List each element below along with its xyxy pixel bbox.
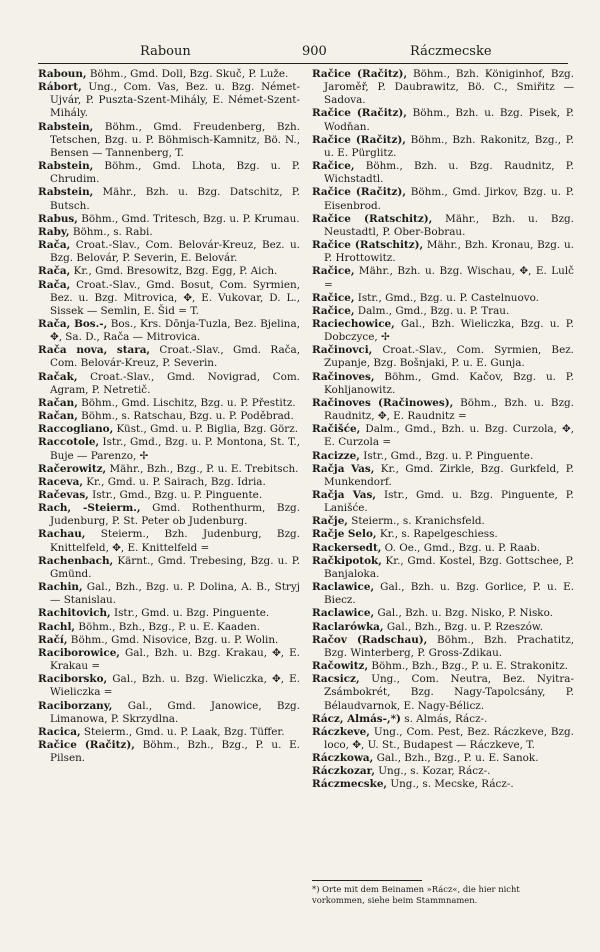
entry-text: Kr., Gmd. Zirkle, Bzg. Gurkfeld, P. Munkendorf. (324, 462, 574, 488)
entry-headword: Račice, (312, 304, 355, 317)
entry-text: Gal., Bzh. u. Bzg. Nisko, P. Nisko. (374, 607, 553, 620)
entry-text: Istr., Gmd. u. Bzg. Pinguente, P. Lanišće. (324, 489, 574, 515)
gazetteer-entry (38, 528, 300, 554)
gazetteer-entry (38, 463, 300, 476)
entry-text: Croat.-Slav., Com. Belovár-Kreuz, Bez. u. Bzg. Belovár, P. Severin, E. Belovár. (50, 239, 300, 265)
entry-headword: Račak, (38, 370, 78, 383)
entry-headword: Račerowitz, (38, 462, 107, 475)
gazetteer-entry (312, 68, 574, 107)
entry-text: Böhm., Bzh. Prachatitz, Bzg. Winterberg, P. Gross-Zdikau. (324, 633, 575, 659)
entry-headword: Raboun, (38, 68, 87, 80)
entry-text: Dalm., Gmd., Bzh. u. Bzg. Curzola, ✥, E. Curzola = (324, 423, 574, 449)
entry-text: Böhm., Bzh. u. Bzg. Raudnitz, P. Wichstadtl. (324, 160, 574, 186)
entry-headword: Rachin, (38, 581, 83, 594)
gazetteer-entry (312, 344, 574, 370)
entry-text: Böhm., Bzh. u. Bzg. Pisek, P. Wodňan. (324, 107, 575, 133)
entry-text: Böhm., Gmd. Lischitz, Bzg. u. P. Přestitz. (77, 396, 296, 409)
entry-text: Ung., Com. Neutra, Bez. Nyitra-Zsámbokrét, Bzg. Nagy-Tapolcsány, P. Bélaudvarnok, E. Nagy-Bélicz. (324, 673, 574, 712)
entry-headword: Račice (Račitz), (38, 738, 135, 751)
entry-headword: Račje, (312, 515, 348, 528)
gazetteer-entry (312, 713, 574, 726)
gazetteer-entry (38, 436, 300, 462)
entry-text: Böhm., Bzh., Bzg., P. u. E. Pilsen. (50, 738, 300, 765)
entry-text: Istr., Gmd., Bzg. u. P. Pinguente. (88, 489, 263, 501)
gazetteer-entry (38, 634, 300, 647)
entry-headword: Rabus, (38, 212, 78, 225)
entry-headword: Račinovci, (312, 344, 373, 357)
entry-headword: Rach, -Steierm., (38, 502, 141, 515)
entry-headword: Rackersedt, (312, 541, 382, 554)
entry-text: Gal., Bzh., Bzg. u. P. Rzeszów. (383, 620, 543, 633)
gazetteer-entry (312, 239, 574, 265)
gazetteer-entry (312, 515, 574, 528)
entry-text: Istr., Gmd., Bzg. u. P. Montona, St. T., Buje — Parenzo, ✢ (50, 436, 300, 462)
gazetteer-entry (312, 673, 574, 712)
entry-text: Gal., Bzh., Bzg., P. u. E. Sanok. (373, 752, 539, 765)
gazetteer-entry (312, 581, 574, 607)
entry-headword: Ráczmecske, (312, 778, 388, 791)
gazetteer-entry (312, 765, 574, 778)
gazetteer-entry (38, 581, 300, 607)
gazetteer-entry (38, 371, 300, 397)
entry-text: Istr., Gmd. u. Bzg. Pinguente. (110, 607, 270, 620)
entry-headword: Rača, (38, 265, 71, 278)
entry-text: Böhm., Bzh., Bzg., P. u. E. Strakonitz. (368, 660, 569, 673)
entry-headword: Raciborsko, (38, 673, 108, 686)
gazetteer-entry (38, 423, 300, 436)
entry-text: Gmd. Rothenthurm, Bzg. Judenburg, P. St. Peter ob Judenburg. (50, 502, 300, 528)
entry-headword: Račice (Ratschitz), (312, 239, 424, 252)
gazetteer-entry (312, 752, 574, 765)
entry-text: Dalm., Gmd., Bzg. u. P. Trau. (354, 304, 510, 317)
entry-text: Mähr., Bzh. Kronau, Bzg. u. P. Hrottowitz. (324, 239, 574, 265)
entry-text: Croat.-Slav., Gmd. Bosut, Com. Syrmien, Bez. u. Bzg. Mitrovica, ✥, E. Vukovar, D. L., Sissek — Semlin, E. Šid = T. (50, 278, 300, 317)
entry-headword: Račice (Račitz), (312, 186, 406, 199)
entry-headword: Rabstein, (38, 120, 94, 133)
entry-headword: Raclawice, (312, 607, 375, 620)
entry-headword: Račkipotok, (312, 554, 382, 567)
gazetteer-entry (312, 186, 574, 212)
entry-text: Steierm., Gmd. u. P. Laak, Bzg. Tüffer. (80, 725, 285, 738)
gazetteer-entry (312, 213, 574, 239)
entry-text: Croat.-Slav., Gmd. Novigrad, Com. Agram, P. Netretič. (50, 370, 300, 396)
gazetteer-entry (38, 502, 300, 528)
gazetteer-entry (38, 489, 300, 502)
gazetteer-entry (38, 476, 300, 489)
gazetteer-entry (38, 726, 300, 739)
entry-headword: Račowitz, (312, 660, 369, 673)
left-column (38, 68, 300, 765)
entry-text: Kr., Gmd. Bresowitz, Bzg. Egg, P. Aich. (70, 265, 278, 278)
entry-text: Böhm., s. Ratschau, Bzg. u. P. Poděbrad. (77, 410, 294, 423)
entry-headword: Račice (Račitz), (312, 68, 408, 80)
entry-headword: Račice (Ratschitz), (312, 212, 433, 225)
entry-headword: Rača, Bos.-, (38, 317, 108, 330)
entry-text: O. Oe., Gmd., Bzg. u. P. Raab. (381, 541, 541, 554)
entry-headword: Raclawice, (312, 581, 375, 594)
entry-headword: Račan, (38, 410, 78, 423)
entry-headword: Raccogliano, (38, 423, 114, 436)
gazetteer-entry (38, 621, 300, 634)
entry-headword: Rachl, (38, 620, 76, 633)
page-number: 900 (302, 44, 327, 59)
entry-text: Böhm., Gmd. Jirkov, Bzg. u. P. Eisenbrod. (324, 186, 574, 212)
entry-headword: Ráczkeve, (312, 725, 370, 738)
gazetteer-entry (312, 778, 574, 791)
entry-headword: Raclarówka, (312, 620, 384, 633)
entry-headword: Račišće, (312, 423, 361, 436)
entry-headword: Račí, (38, 633, 68, 646)
entry-text: Böhm., Gmd. Tritesch, Bzg. u. P. Krumau. (77, 212, 300, 225)
entry-headword: Rača nova, stara, (38, 344, 151, 357)
gazetteer-entry (312, 423, 574, 449)
gazetteer-entry (312, 607, 574, 620)
entry-headword: Racsicz, (312, 673, 360, 686)
entry-headword: Račan, (38, 396, 78, 409)
gazetteer-entry (312, 555, 574, 581)
entry-headword: Racizze, (312, 449, 360, 462)
gazetteer-entry (38, 739, 300, 765)
gazetteer-entry (38, 344, 300, 370)
entry-text: Gal., Bzh. u. Bzg. Gorlice, P. u. E. Biecz. (324, 581, 574, 607)
header-left-word: Raboun (140, 44, 191, 59)
gazetteer-entry (38, 160, 300, 186)
gazetteer-entry (38, 279, 300, 318)
entry-headword: Račov (Radschau), (312, 633, 428, 646)
entry-headword: Rábort, (38, 81, 82, 94)
entry-headword: Račice, (312, 291, 355, 304)
entry-text: Böhm., Gmd. Nisovice, Bzg. u. P. Wolin. (67, 633, 279, 646)
running-header (40, 44, 568, 62)
entry-headword: Račja Vas, (312, 462, 375, 475)
gazetteer-entry (312, 318, 574, 344)
entry-headword: Ráczkozar, (312, 765, 375, 778)
entry-text: Ung., Com. Pest, Bez. Ráczkeve, Bzg. loco, ✥, U. St., Budapest — Ráczkeve, T. (324, 725, 574, 751)
gazetteer-entry (38, 226, 300, 239)
entry-headword: Račice, (312, 160, 355, 173)
entry-headword: Račinoves (Račinowes), (312, 396, 454, 409)
entry-headword: Rachitovich, (38, 607, 111, 620)
entry-text: Kr., Gmd. Kostel, Bzg. Gottschee, P. Banjaloka. (324, 554, 574, 580)
entry-text: Gal., Gmd. Janowice, Bzg. Limanowa, P. Skrzydlna. (50, 699, 300, 725)
entry-text: Mähr., Bzh. u. Bzg. Wischau, ✥, E. Lulč = (324, 265, 574, 291)
entry-headword: Rača, (38, 278, 71, 291)
gazetteer-entry (312, 160, 574, 186)
entry-text: Kr., s. Rapelgeschiess. (376, 528, 498, 541)
gazetteer-entry (38, 673, 300, 699)
header-rule (38, 63, 568, 64)
gazetteer-entry (312, 621, 574, 634)
entry-headword: Racica, (38, 725, 81, 738)
entry-text: Gal., Bzh. u. Bzg. Wieliczka, ✥, E. Wieliczka = (50, 673, 300, 699)
entry-headword: Rabstein, (38, 160, 94, 173)
gazetteer-entry (38, 607, 300, 620)
entry-text: Böhm., Gmd. Doll, Bzg. Skuč, P. Luže. (86, 68, 289, 80)
entry-headword: Raccotole, (38, 436, 100, 449)
gazetteer-entry (38, 410, 300, 423)
gazetteer-entry (312, 726, 574, 752)
gazetteer-entry (312, 634, 574, 660)
footnote-rule (312, 880, 422, 881)
entry-headword: Ráczkowa, (312, 752, 374, 765)
gazetteer-entry (312, 450, 574, 463)
gazetteer-entry (312, 463, 574, 489)
entry-headword: Raby, (38, 225, 70, 238)
gazetteer-entry (38, 121, 300, 160)
gazetteer-entry (312, 489, 574, 515)
entry-headword: Račja Vas, (312, 489, 377, 501)
entry-text: Ung., s. Kozar, Rácz-. (374, 765, 491, 778)
gazetteer-entry (312, 371, 574, 397)
entry-text: Mähr., Bzh., Bzg., P. u. E. Trebitsch. (106, 462, 299, 475)
entry-headword: Rača, (38, 239, 71, 252)
gazetteer-entry (312, 397, 574, 423)
gazetteer-entry (38, 239, 300, 265)
entry-text: Böhm., Gmd. Kačov, Bzg. u. P. Kohljanowitz. (324, 370, 574, 396)
entry-text: Böhm., Bzh. Rakonitz, Bzg., P. u. E. Pürglitz. (324, 133, 574, 159)
entry-text: Böhm., Gmd. Freudenberg, Bzh. Tetschen, Bzg. u. P. Böhmisch-Kamnitz, Bö. N., Bensen — Tannenberg, T. (50, 120, 300, 159)
entry-text: Istr., Gmd., Bzg. u. P. Castelnuovo. (354, 291, 539, 304)
entry-headword: Račice (Račitz), (312, 133, 406, 146)
entry-text: Kr., Gmd. u. P. Sairach, Bzg. Idria. (82, 475, 266, 488)
gazetteer-entry (38, 397, 300, 410)
entry-text: Mähr., Bzh. u. Bzg. Datschitz, P. Butsch. (50, 186, 300, 212)
entry-text: Böhm., s. Rabi. (69, 225, 153, 238)
entry-text: s. Almás, Rácz-. (400, 712, 488, 725)
entry-headword: Rachenbach, (38, 554, 114, 567)
entry-text: Croat.-Slav., Gmd. Rača, Com. Belovár-Kreuz, P. Severin. (50, 344, 301, 370)
entry-text: Ung., Com. Vas, Bez. u. Bzg. Német-Ujvár, P. Puszta-Szent-Mihály, E. Német-Szent-Mihály. (50, 81, 300, 120)
gazetteer-entry (312, 660, 574, 673)
entry-headword: Raciechowice, (312, 317, 395, 330)
entry-text: Steierm., s. Kranichsfeld. (347, 515, 485, 528)
gazetteer-entry (38, 186, 300, 212)
entry-headword: Račje Selo, (312, 528, 377, 541)
entry-text: Gal., Bzh., Bzg. u. P. Dolina, A. B., Stryj — Stanislau. (50, 581, 300, 607)
gazetteer-entry (312, 134, 574, 160)
column-divider (304, 68, 305, 894)
entry-text: Kärnt., Gmd. Trebesing, Bzg. u. P. Gmünd. (50, 554, 300, 580)
entry-text: Ung., s. Mecske, Rácz-. (387, 778, 514, 791)
header-right-word: Ráczmecske (410, 44, 492, 59)
gazetteer-entry (312, 292, 574, 305)
entry-headword: Račinoves, (312, 370, 375, 383)
gazetteer-entry (38, 647, 300, 673)
entry-headword: Rabstein, (38, 186, 94, 199)
gazetteer-entry (312, 305, 574, 318)
entry-text: Küst., Gmd. u. P. Biglia, Bzg. Görz. (113, 423, 299, 436)
entry-text: Mähr., Bzh. u. Bzg. Neustadtl, P. Ober-Bobrau. (324, 212, 575, 238)
entry-headword: Račice (Račitz), (312, 107, 407, 120)
gazetteer-entry (38, 68, 300, 81)
gazetteer-entry (38, 700, 300, 726)
entry-text: Bos., Krs. Dōnja-Tuzla, Bez. Bjelina, ✥, Sa. D., Rača — Mitrovica. (50, 317, 300, 344)
entry-headword: Raceva, (38, 475, 83, 488)
gazetteer-entry (312, 542, 574, 555)
entry-text: Gal., Bzh. Wieliczka, Bzg. u. P. Dobczyce, ✢ (324, 317, 574, 344)
gazetteer-entry (38, 265, 300, 278)
entry-text: Gal., Bzh. u. Bzg. Krakau, ✥, E. Krakau = (50, 646, 300, 673)
gazetteer-entry (312, 265, 574, 291)
right-column (312, 68, 574, 792)
entry-text: Böhm., Bzh. Königinhof, Bzg. Jaroměř, P. Daubrawitz, Bö. C., Smiřitz — Sadova. (324, 68, 574, 107)
gazetteer-entry (312, 107, 574, 133)
entry-text: Böhm., Bzh., Bzg., P. u. E. Kaaden. (75, 620, 261, 633)
entry-text: Istr., Gmd., Bzg. u. P. Pinguente. (359, 449, 534, 462)
entry-text: Steierm., Bzh. Judenburg, Bzg. Knittelfeld, ✥, E. Knittelfeld = (50, 528, 300, 554)
entry-headword: Račice, (312, 265, 355, 278)
gazetteer-entry (38, 555, 300, 581)
gazetteer-entry (38, 213, 300, 226)
entry-headword: Raciborzany, (38, 699, 113, 712)
entry-headword: Rachau, (38, 528, 86, 541)
gazetteer-entry (312, 528, 574, 541)
entry-text: Böhm., Gmd. Lhota, Bzg. u. P. Chrudim. (50, 160, 300, 186)
gazetteer-entry (38, 81, 300, 120)
entry-headword: Raciborowice, (38, 646, 120, 659)
entry-headword: Račevas, (38, 489, 89, 501)
entry-text: Böhm., Bzh. u. Bzg. Raudnitz, ✥, E. Raudnitz = (324, 396, 574, 423)
footnote: *) Orte mit dem Beinamen »Rácz«, die hier nicht vorkommen, siehe beim Stammnamen. (312, 884, 520, 905)
entry-headword: Rácz, Almás-,*) (312, 712, 401, 725)
entry-text: Croat.-Slav., Com. Syrmien, Bez. Zupanje, Bzg. Bošnjaki, P. u. E. Gunja. (324, 344, 574, 370)
gazetteer-entry (38, 318, 300, 344)
